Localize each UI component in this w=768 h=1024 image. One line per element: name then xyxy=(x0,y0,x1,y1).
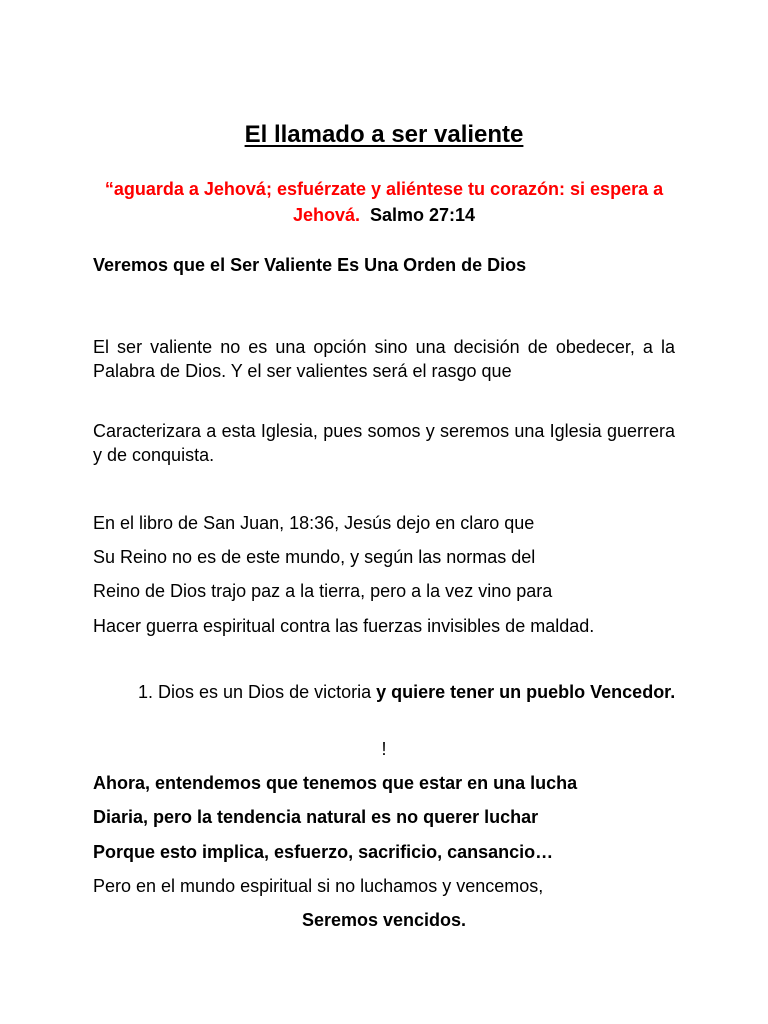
bold-line-2: Diaria, pero la tendencia natural es no querer luchar xyxy=(93,807,539,827)
closing-statement: Seremos vencidos. xyxy=(301,910,467,930)
scripture-quote xyxy=(93,176,675,228)
verse-text: “aguarda a Jehová; esfuérzate y aliéntese tu corazón: si espera a Jehová. xyxy=(104,179,664,225)
list-item-normal-text: 1. Dios es un Dios de victoria xyxy=(138,682,372,702)
section-heading: Veremos que el Ser Valiente Es Una Orden de Dios xyxy=(93,255,527,275)
verse-reference: Salmo 27:14 xyxy=(370,205,476,225)
page-title xyxy=(0,119,768,151)
paragraph-1: El ser valiente no es una opción sino una decisión de obedecer, a la Palabra de Dios. Y el ser valientes será el rasgo que xyxy=(93,337,675,381)
bold-line-1: Ahora, entendemos que tenemos que estar en una lucha xyxy=(93,773,578,793)
title-text: El llamado a ser valiente xyxy=(244,121,524,148)
bold-line-3: Porque esto implica, esfuerzo, sacrificio, cansancio… xyxy=(93,842,554,862)
juan-line-3: Reino de Dios trajo paz a la tierra, pero a la vez vino para xyxy=(93,581,553,601)
juan-line-4: Hacer guerra espiritual contra las fuerzas invisibles de maldad. xyxy=(93,616,595,636)
closing-line: Pero en el mundo espiritual si no luchamos y vencemos, xyxy=(93,876,544,896)
list-item-1 xyxy=(138,680,678,704)
list-item-bold-text: y quiere tener un pueblo Vencedor. xyxy=(376,682,676,702)
juan-line-1: En el libro de San Juan, 18:36, Jesús dejo en claro que xyxy=(93,513,535,533)
juan-line-2: Su Reino no es de este mundo, y según las normas del xyxy=(93,547,536,567)
paragraph-2: Caracterizara a esta Iglesia, pues somos y seremos una Iglesia guerrera y de conquista. xyxy=(93,421,675,465)
exclamation-mark: ! xyxy=(381,739,387,759)
